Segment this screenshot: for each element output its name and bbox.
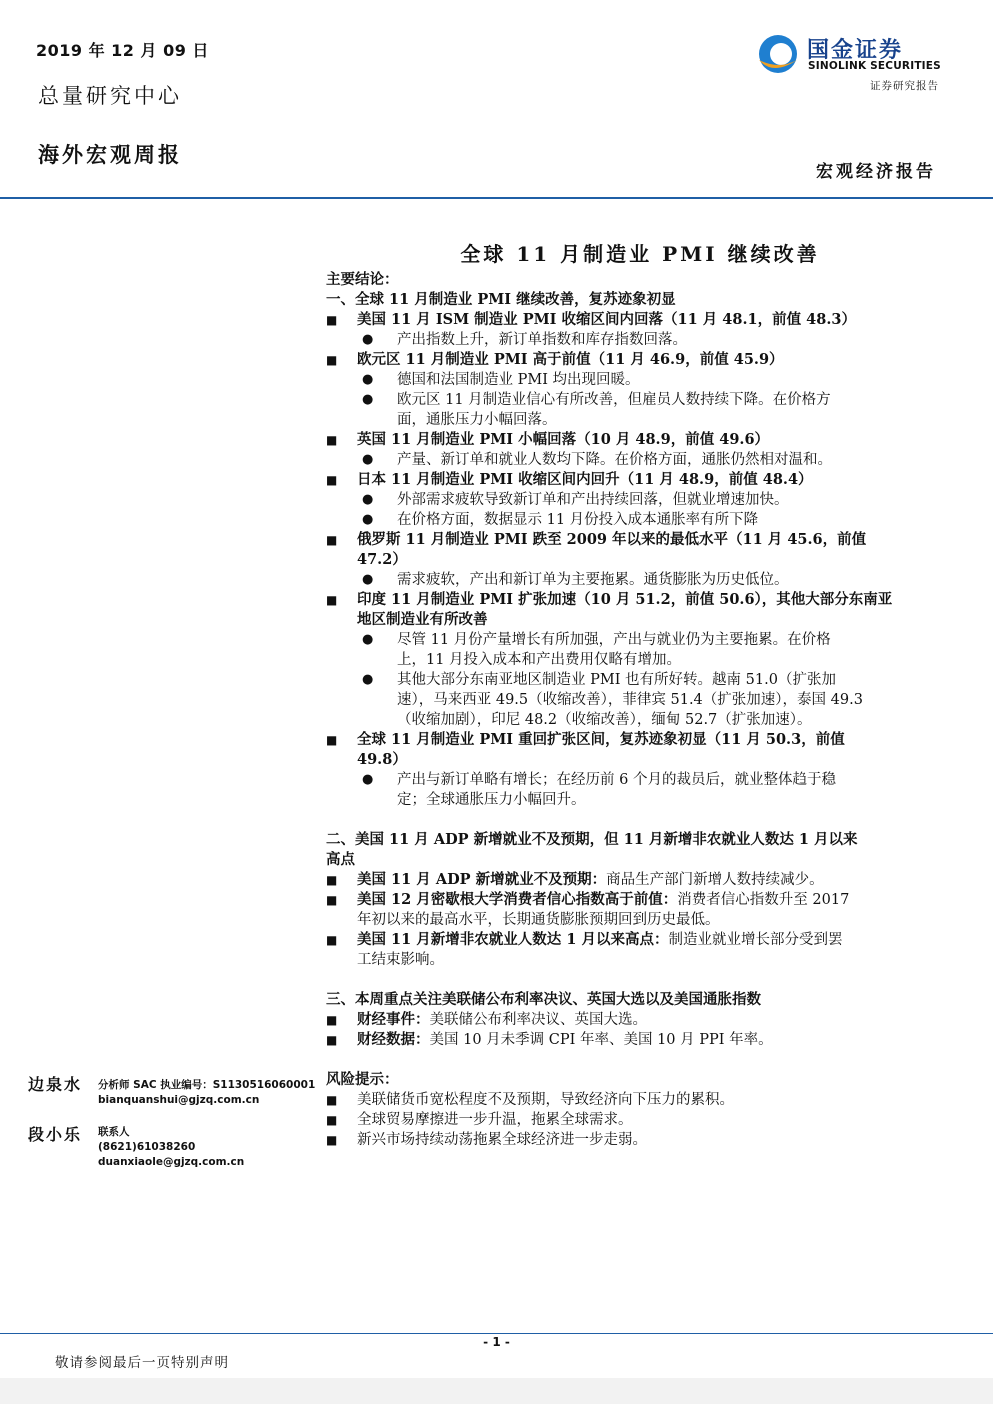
- list-item-cont: 地区制造业有所改善: [357, 611, 488, 628]
- square-bullet-icon: ■: [326, 733, 338, 747]
- list-item-cont: 定；全球通胀压力小幅回升。: [397, 792, 586, 808]
- round-bullet-icon: ●: [362, 492, 374, 507]
- list-item: ● 欧元区 11 月制造业信心有所改善，但雇员人数持续下降。在价格方: [362, 392, 831, 408]
- author-name: 段小乐: [28, 1125, 83, 1144]
- sub-report-label: 证券研究报告: [870, 80, 939, 92]
- risk-section: [326, 1070, 948, 1150]
- square-bullet-icon: ■: [326, 473, 338, 487]
- list-item: ■ 财经数据：美国 10 月未季调 CPI 年率、美国 10 月 PPI 年率。: [326, 1031, 773, 1048]
- header-rule: [0, 197, 993, 199]
- footer-rule: [0, 1333, 993, 1334]
- risk-heading: 风险提示：: [326, 1071, 399, 1088]
- list-item: ■ 财经事件：美联储公布利率决议、英国大选。: [326, 1011, 647, 1028]
- list-item: ■ 美国 11 月 ADP 新增就业不及预期：商品生产部门新增人数持续减少。: [326, 871, 824, 888]
- section-2-title: 二、美国 11 月 ADP 新增就业不及预期，但 11 月新增非农就业人数达 1 月以来: [326, 831, 858, 848]
- square-bullet-icon: ■: [326, 433, 338, 447]
- author-name: 边泉水: [28, 1075, 83, 1094]
- square-bullet-icon: ■: [326, 873, 338, 887]
- page-bottom-band: [0, 1378, 993, 1404]
- list-item: ● 产出与新订单略有增长；在经历前 6 个月的裁员后，就业整体趋于稳: [362, 772, 836, 788]
- list-item: ■ 美联储货币宽松程度不及预期，导致经济向下压力的累积。: [326, 1092, 734, 1108]
- round-bullet-icon: ●: [362, 572, 374, 587]
- list-item-cont: （收缩加剧），印尼 48.2（收缩改善），缅甸 52.7（扩张加速）。: [397, 712, 812, 728]
- square-bullet-icon: ■: [326, 933, 338, 947]
- list-item-cont: 速），马来西亚 49.5（收缩改善），菲律宾 51.4（扩张加速），泰国 49.3: [397, 692, 863, 708]
- square-bullet-icon: ■: [326, 533, 338, 547]
- square-bullet-icon: ■: [326, 1013, 338, 1027]
- round-bullet-icon: ●: [362, 632, 374, 647]
- page-number: - 1 -: [483, 1335, 510, 1349]
- round-bullet-icon: ●: [362, 392, 374, 407]
- list-item-cont: 年初以来的最高水平，长期通货膨胀预期回到历史最低。: [357, 912, 720, 928]
- round-bullet-icon: ●: [362, 332, 374, 347]
- list-item: ■ 英国 11 月制造业 PMI 小幅回落（10 月 48.9，前值 49.6）: [326, 431, 770, 448]
- round-bullet-icon: ●: [362, 672, 374, 687]
- logo-text-en: SINOLINK SECURITIES: [808, 60, 941, 72]
- list-item: ■ 全球贸易摩擦进一步升温，拖累全球需求。: [326, 1112, 633, 1128]
- round-bullet-icon: ●: [362, 512, 374, 527]
- section-3-title: 三、本周重点关注美联储公布利率决议、英国大选以及美国通胀指数: [326, 991, 761, 1008]
- list-item: ● 在价格方面，数据显示 11 月份投入成本通胀率有所下降: [362, 512, 759, 528]
- list-item: ■ 美国 11 月新增非农就业人数达 1 月以来高点：制造业就业增长部分受到罢: [326, 931, 843, 948]
- summary-section: [326, 270, 948, 1050]
- section-2-title-cont: 高点: [326, 851, 355, 868]
- square-bullet-icon: ■: [326, 353, 338, 367]
- round-bullet-icon: ●: [362, 372, 374, 387]
- list-item: ■ 欧元区 11 月制造业 PMI 高于前值（11 月 46.9，前值 45.9）: [326, 351, 784, 368]
- square-bullet-icon: ■: [326, 1133, 338, 1147]
- list-item: ● 需求疲软，产出和新订单为主要拖累。通货膨胀为历史低位。: [362, 572, 789, 588]
- logo-text-cn: 国金证券: [807, 38, 904, 63]
- list-item-cont: 上，11 月投入成本和产出费用仅略有增加。: [397, 652, 682, 668]
- list-item: ● 产量、新订单和就业人数均下降。在价格方面，通胀仍然相对温和。: [362, 452, 832, 468]
- list-item: ■ 美国 11 月 ISM 制造业 PMI 收缩区间内回落（11 月 48.1，前值 48.3）: [326, 311, 856, 328]
- list-item: ● 其他大部分东南亚地区制造业 PMI 也有所好转。越南 51.0（扩张加: [362, 672, 836, 688]
- square-bullet-icon: ■: [326, 313, 338, 327]
- list-item: ■ 日本 11 月制造业 PMI 收缩区间内回升（11 月 48.9，前值 48.4）: [326, 471, 813, 488]
- list-item: ■ 美国 12 月密歇根大学消费者信心指数高于前值：消费者信心指数升至 2017: [326, 891, 850, 908]
- author-email[interactable]: bianquanshui@gjzq.com.cn: [98, 1094, 260, 1106]
- research-center: 总量研究中心: [38, 84, 182, 108]
- square-bullet-icon: ■: [326, 1093, 338, 1107]
- list-item-cont: 工结束影响。: [357, 952, 444, 968]
- list-item: ■ 新兴市场持续动荡拖累全球经济进一步走弱。: [326, 1132, 647, 1148]
- author-phone: (8621)61038260: [98, 1141, 196, 1153]
- square-bullet-icon: ■: [326, 1113, 338, 1127]
- list-item-cont: 47.2）: [357, 551, 407, 568]
- report-date: 2019 年 12 月 09 日: [36, 41, 209, 60]
- footer-disclaimer: 敬请参阅最后一页特别声明: [55, 1355, 229, 1371]
- report-title: 全球 11 月制造业 PMI 继续改善: [460, 242, 820, 266]
- list-item: ● 外部需求疲软导致新订单和产出持续回落，但就业增速加快。: [362, 492, 789, 508]
- round-bullet-icon: ●: [362, 452, 374, 467]
- summary-heading: 主要结论：: [326, 271, 399, 288]
- round-bullet-icon: ●: [362, 772, 374, 787]
- author-info: 分析师 SAC 执业编号：S1130516060001 bianquanshui@gjzq.com.cn: [98, 1079, 316, 1106]
- report-type: 宏观经济报告: [816, 162, 936, 182]
- list-item-cont: 49.8）: [357, 751, 407, 768]
- list-item: ■ 印度 11 月制造业 PMI 扩张加速（10 月 51.2，前值 50.6），其他大部分东南亚: [326, 591, 893, 608]
- author-info: 联系人 (8621)61038260 duanxiaole@gjzq.com.cn: [98, 1126, 245, 1168]
- section-1-title: 一、全球 11 月制造业 PMI 继续改善，复苏迹象初显: [326, 291, 676, 308]
- list-item: ● 尽管 11 月份产量增长有所加强，产出与就业仍为主要拖累。在价格: [362, 632, 831, 648]
- list-item-cont: 面，通胀压力小幅回落。: [397, 412, 557, 428]
- square-bullet-icon: ■: [326, 893, 338, 907]
- list-item: ● 德国和法国制造业 PMI 均出现回暖。: [362, 372, 640, 388]
- author-email[interactable]: duanxiaole@gjzq.com.cn: [98, 1156, 245, 1168]
- list-item: ■ 俄罗斯 11 月制造业 PMI 跌至 2009 年以来的最低水平（11 月 45.6，前值: [326, 531, 867, 548]
- list-item: ■ 全球 11 月制造业 PMI 重回扩张区间，复苏迹象初显（11 月 50.3，前值: [326, 731, 845, 748]
- report-series: 海外宏观周报: [38, 142, 182, 167]
- list-item: ● 产出指数上升，新订单指数和库存指数回落。: [362, 332, 687, 348]
- square-bullet-icon: ■: [326, 593, 338, 607]
- square-bullet-icon: ■: [326, 1033, 338, 1047]
